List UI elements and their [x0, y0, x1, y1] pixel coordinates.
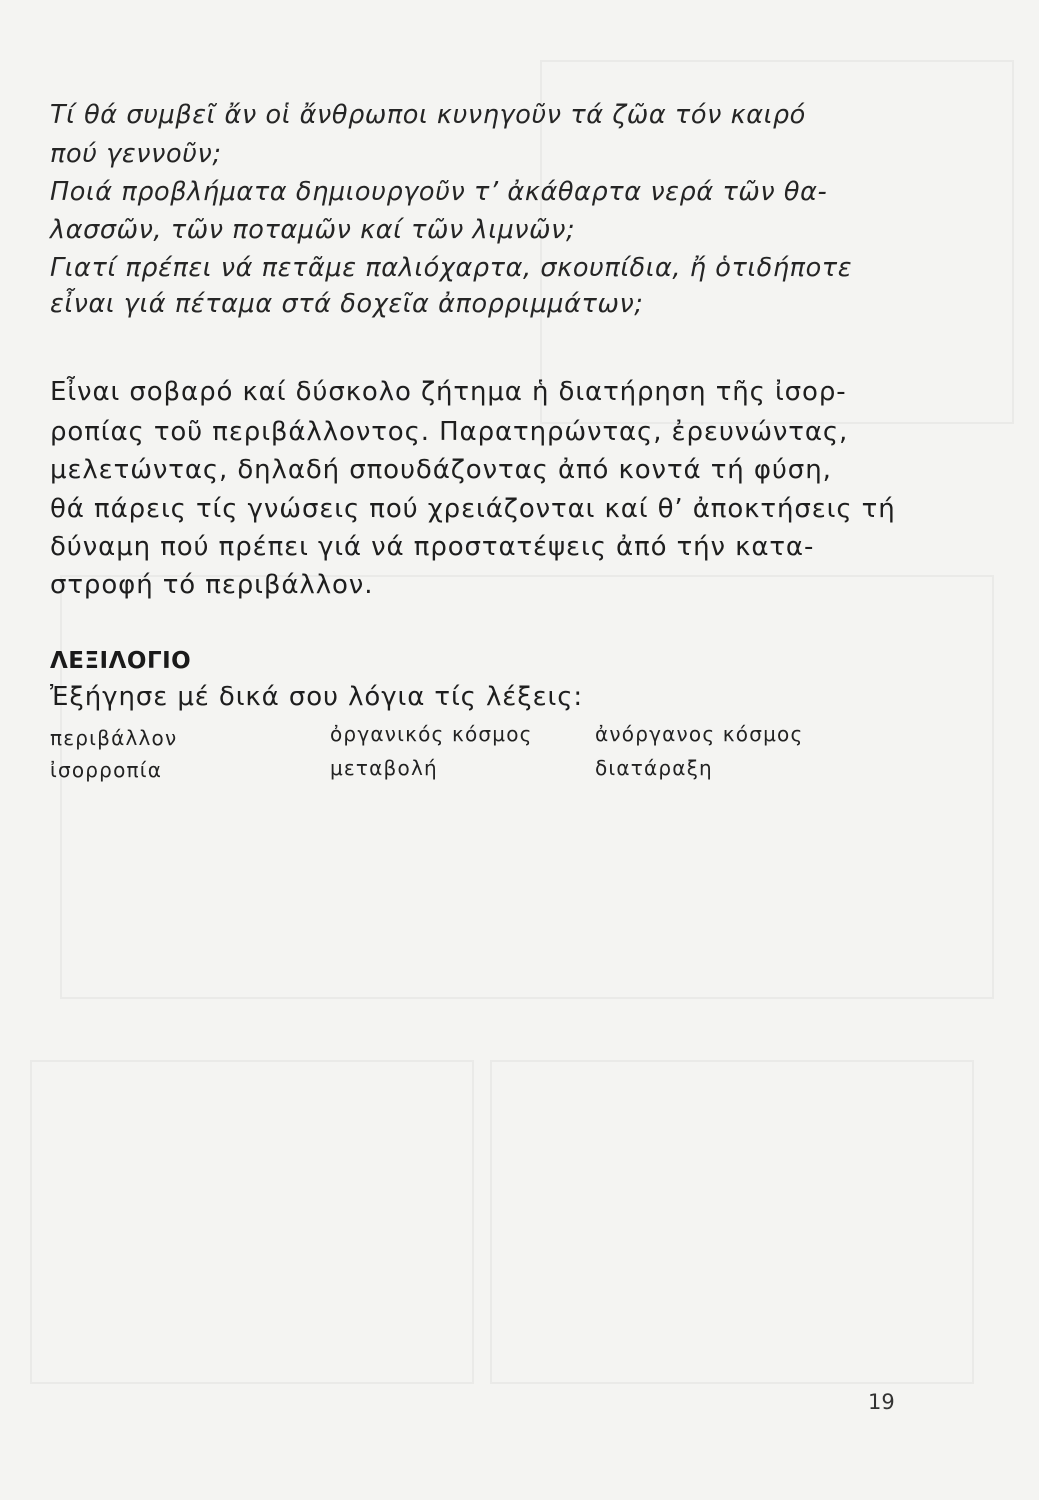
paragraph-line: δύναμη πού πρέπει γιά νά προστατέψεις ἀπό τήν κατα- — [50, 532, 815, 562]
question-line: εἶναι γιά πέταμα στά δοχεῖα ἀπορριμμάτων; — [50, 289, 644, 319]
glossary-heading: ΛΕΞΙΛΟΓΙΟ — [50, 648, 192, 674]
bleed-through-box-bottom-right — [490, 1060, 974, 1384]
question-line: πού γεννοῦν; — [50, 139, 222, 169]
paragraph-line: Εἶναι σοβαρό καί δύσκολο ζήτημα ἡ διατήρηση τῆς ἰσορ- — [50, 377, 847, 407]
paragraph-line: θά πάρεις τίς γνώσεις πού χρειάζονται καί θ’ ἀποκτήσεις τή — [50, 494, 896, 524]
question-line: Τί θά συμβεῖ ἄν οἱ ἄνθρωποι κυνηγοῦν τά ζῶα τόν καιρό — [50, 100, 806, 130]
bleed-through-box-bottom-left — [30, 1060, 474, 1384]
glossary-instruction: Ἐξήγησε μέ δικά σου λόγια τίς λέξεις: — [50, 682, 584, 712]
bleed-through-box-middle — [60, 575, 994, 999]
paragraph-line: στροφή τό περιβάλλον. — [50, 570, 374, 600]
question-line: Ποιά προβλήματα δημιουργοῦν τ’ ἀκάθαρτα νερά τῶν θα- — [50, 177, 828, 207]
paragraph-line: μελετώντας, δηλαδή σπουδάζοντας ἀπό κοντά τή φύση, — [50, 455, 832, 485]
page-number: 19 — [868, 1390, 895, 1414]
glossary-term: μεταβολή — [330, 756, 438, 780]
glossary-term: ἀνόργανος κόσμος — [595, 722, 804, 746]
question-line: Γιατί πρέπει νά πετᾶμε παλιόχαρτα, σκουπίδια, ἤ ὁτιδήποτε — [50, 253, 853, 283]
paragraph-line: ροπίας τοῦ περιβάλλοντος. Παρατηρώντας, ἐρευνώντας, — [50, 417, 849, 447]
glossary-term: διατάραξη — [595, 756, 713, 780]
question-line: λασσῶν, τῶν ποταμῶν καί τῶν λιμνῶν; — [50, 215, 576, 245]
glossary-term: ὀργανικός κόσμος — [330, 722, 533, 746]
glossary-term: ἰσορροπία — [50, 758, 163, 782]
glossary-term: περιβάλλον — [50, 726, 178, 750]
